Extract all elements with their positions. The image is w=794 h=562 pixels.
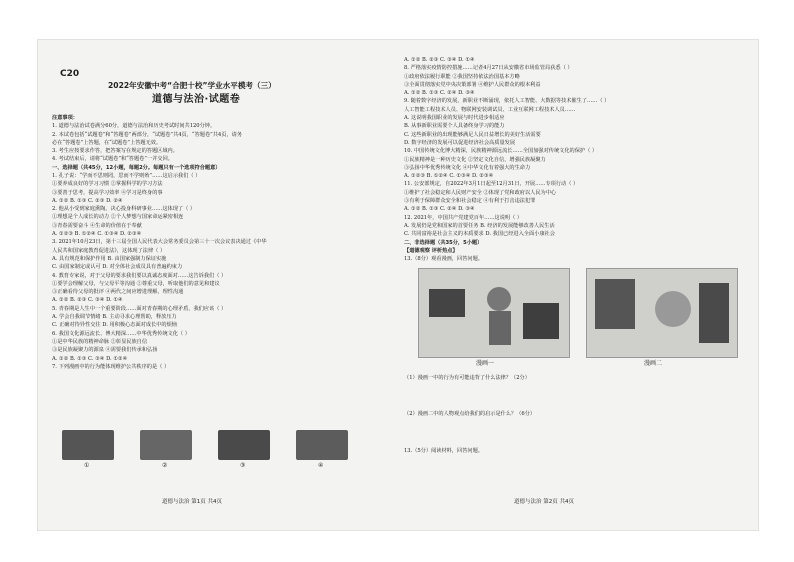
right-subquestions — [404, 374, 744, 455]
question-line: 3. 2021年10月23日，第十三届全国人民代表大会常务委员会第三十一次会议表决通过《中华 — [52, 239, 267, 246]
page-left — [52, 46, 392, 524]
question-line: 8. 严格落实疫情防控措施……记者4月27日从安徽省市场监管局获悉（ ） — [404, 65, 573, 72]
question-line: A. ①② B. ②③ C. ③④ D. ①④ — [404, 57, 475, 63]
question-line: ③是民族凝聚力的源泉 ④需要我们传承和弘扬 — [52, 347, 158, 354]
question-line: A. ①② B. ①③ C. ②④ D. ③④ — [404, 90, 475, 97]
question-line: ③青春需要奋斗 ④生命的价值在于奉献 — [52, 222, 142, 229]
question-line: A. 学会自我调节情绪 B. 主动寻求心理帮助，释放压力 — [52, 314, 177, 321]
picture-label: ② — [162, 462, 168, 469]
question-line: ③弘扬中华优秀传统文化 ④中华文化有着强大的生命力 — [404, 164, 531, 171]
section-heading: 【道德观察 评析热点】 — [404, 247, 458, 254]
notice-item: 必在“答题卷”上答题，在“试题卷”上答题无效。 — [52, 139, 162, 146]
picture-4 — [296, 430, 348, 460]
question-line: A. 具有规范和保护作用 B. 由国家强制力保证实施 — [52, 255, 167, 262]
question-line: A. ①② B. ①③ C. ②④ D. ③④ — [404, 206, 475, 213]
question-line: 11. 公安部规定，自2022年3月1日起至12月31日，开展……专项行动（ ） — [404, 181, 579, 188]
cartoon-1 — [418, 268, 570, 358]
question-line: A. ①②③ B. ①②④ C. ①③④ D. ②③④ — [404, 173, 494, 180]
question-line: A. 这说明我国职业的发展与时代进步相适应 — [404, 115, 505, 122]
question-line: ①政府依法履行职能 ②我国坚持依法治国基本方略 — [404, 73, 520, 80]
cartoon-2 — [586, 268, 738, 358]
question-line: 4. 教育专家说，对于父母的要求我们要以真诚态度面对……这告诉我们（ ） — [52, 272, 227, 279]
question-line: ①民族精神是一种历史文化 ②坚定文化自信，增强民族凝聚力 — [404, 156, 546, 163]
question-line: 6. 我国文化源远流长、博大精深……中华优秀传统文化（ ） — [52, 330, 190, 337]
question-line: C. 由国家制定或认可 D. 对全体社会成员具有普遍约束力 — [52, 264, 183, 271]
notice-item: 3. 考生应按要求作答，把答案写在规定的答题区域内。 — [52, 148, 178, 155]
picture-3 — [218, 430, 270, 460]
question-line: 人民共和国家庭教育促进法》，这体现了法律（ ） — [52, 247, 166, 254]
cartoon-1-label: 漫画一 — [476, 360, 495, 367]
picture-2 — [140, 430, 192, 460]
question-line: 5. 青春期是人生中一个重要阶段……面对青春期的心理矛盾，我们应该（ ） — [52, 305, 227, 312]
question-line: D. 数字经济的发展可以促进经济社会高质量发展 — [404, 139, 516, 146]
question-line: 人工智能工程技术人员、物联网安装调试员、工业互联网工程技术人员…… — [404, 106, 576, 113]
notice-item: 4. 考试结束后，请将“试题卷”和“答题卷”一并交回。 — [52, 156, 173, 163]
page-right — [404, 46, 744, 524]
question-line: ①理想是个人成长的动力 ②个人梦想与国家命运紧密相连 — [52, 214, 184, 221]
notice-item: 1. 道德与法治试卷满分60分，道德与法治和历史考试时间共120分钟。 — [52, 123, 216, 130]
question-line: 2. 他从小受到家庭熏陶，决心投身科研事业……这体现了（ ） — [52, 206, 196, 213]
question-line: ①要养成良好的学习习惯 ②掌握科学的学习方法 — [52, 181, 163, 188]
question-line: 10. 中国传统文化博大精深，民族精神源远流长……全国加强对传统文化的保护（ ） — [404, 148, 598, 155]
question7-pictures — [62, 430, 362, 472]
right-questions — [404, 56, 744, 263]
exam-title: 2022年安徽中考“合肥十校”学业水平模考（三） — [108, 81, 276, 90]
question-line: ③正确看待父母的批评 ④两代之间应增进理解，理性沟通 — [52, 289, 184, 296]
subquestion-line: 13.（5分）阅读材料，回答问题。 — [404, 447, 483, 454]
page-footer: 道德与法治 第2页 共4页 — [514, 498, 574, 505]
page-footer: 道德与法治 第1页 共4页 — [162, 498, 222, 505]
question-line: ①维护了社会稳定和人民财产安全 ②体现了党和政府以人民为中心 — [404, 189, 557, 196]
question-line: A. ①②③ B. ①②④ C. ①③④ D. ②③④ — [52, 231, 142, 238]
cartoon-2-label: 漫画二 — [644, 360, 663, 367]
question-line: C. 共同富裕是社会主义的本质要求 D. 我国已经进入全面小康社会 — [404, 231, 555, 238]
question-line: ③有利于保障群众安全和社会稳定 ④有利于打击违法犯罪 — [404, 198, 536, 205]
question-line: ①是中华民族的精神命脉 ②彰显民族自信 — [52, 338, 148, 345]
picture-1 — [62, 430, 114, 460]
cartoon-1-drawing — [419, 269, 569, 357]
picture-label: ④ — [318, 462, 324, 469]
question-line: C. 正确对待异性交往 D. 用积极心态面对成长中的烦恼 — [52, 322, 177, 329]
question-line: A. ①② B. ②③ C. ③④ D. ①④ — [52, 297, 123, 304]
scanned-exam-sheet — [38, 40, 758, 530]
question-line: A. 发展仍是党和国家的首要任务 B. 经济的发展能够改善人民生活 — [404, 222, 555, 229]
question-line: C. 这些新职业的出现能够满足人民日益增长的美好生活需要 — [404, 131, 541, 138]
question-line: ③全面贯彻落实党中央决策部署 ④维护人民群众的根本利益 — [404, 81, 541, 88]
part1-heading: 一、选择题（共45分，12小题，每题2分。每题只有一个选项符合题意） — [52, 164, 221, 171]
left-questions — [52, 172, 392, 371]
question-line: ③要善于思考，提高学习效率 ④学习是终身的事 — [52, 189, 163, 196]
question-line: 1. 孔子说：“学而不思则罔，思而不学则殆”……这启示我们（ ） — [52, 173, 201, 179]
question-line: 7. 下列漫画中的行为能体现维护公共秩序的是（ ） — [52, 363, 170, 370]
question-line: B. 从事新职业需要个人具备终身学习的能力 — [404, 123, 505, 130]
paper-code: C20 — [60, 69, 80, 79]
subquestion-line: （1）漫画一中的行为有可能违背了什么法律？（2分） — [404, 375, 530, 381]
picture-label: ① — [84, 462, 90, 469]
picture-label: ③ — [240, 462, 246, 469]
question-line: 12. 2021年，中国共产党建党百年……这说明（ ） — [404, 214, 523, 221]
question-line: A. ①② B. ①③ C. ②③ D. ②④ — [52, 197, 123, 204]
notice-item: 2. 本试卷包括“试题卷”和“答题卷”两部分，“试题卷”共4页，“答题卷”共4页，请务 — [52, 131, 243, 138]
question-line: 9. 随着数字经济的发展，新职业不断涌现，依托人工智能、大数据等技术催生了……（ ） — [404, 98, 610, 105]
question-line: A. ①② B. ①③ C. ③④ D. ①②④ — [52, 355, 128, 362]
part2-heading: 二、非选择题（共35分，5小题） — [404, 239, 483, 246]
notice-section — [52, 114, 392, 172]
question-line: 13.（8分）观看漫画，回答问题。 — [404, 256, 483, 263]
subquestion-line: （2）漫画二中的人物观点给我们的启示是什么？（6分） — [404, 411, 536, 418]
notice-heading: 注意事项： — [52, 115, 78, 121]
exam-subtitle: 道德与法治·试题卷 — [152, 94, 241, 105]
cartoon-2-drawing — [587, 269, 737, 357]
question-line: ①要学会理解父母，与父母平等沟通 ②尊重父母，听取他们的意见和建议 — [52, 280, 220, 287]
